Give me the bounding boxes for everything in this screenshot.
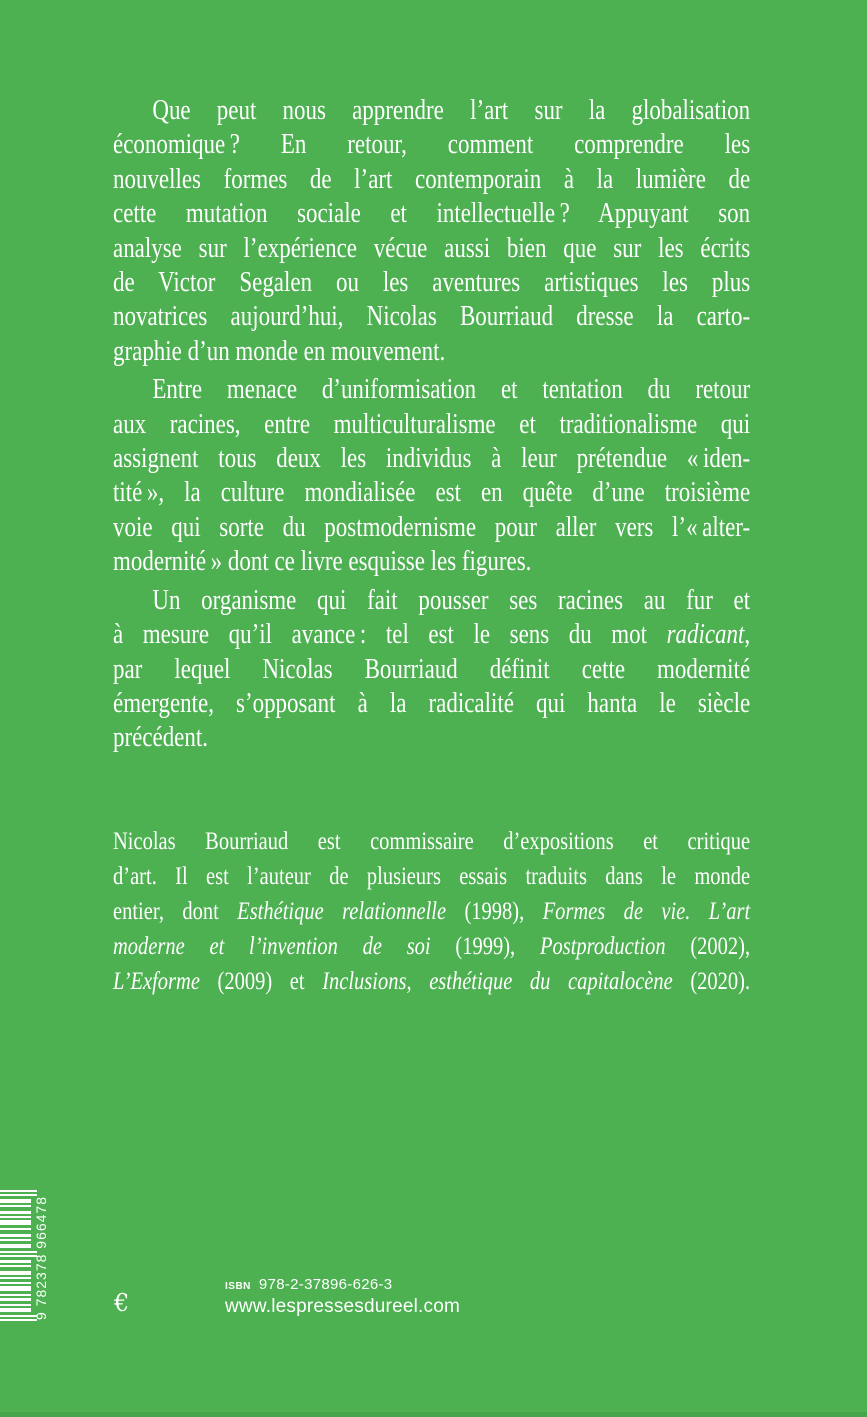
barcode-bar: [0, 1260, 31, 1263]
barcode-bar: [0, 1315, 37, 1317]
barcode-bar: [0, 1319, 37, 1321]
text-line: économique ? En retour, comment comprendre les: [113, 129, 751, 161]
barcode-bar: [0, 1308, 31, 1312]
text-line: précédent.: [113, 722, 208, 754]
text-line: Un organisme qui fait pousser ses racines au fur et: [152, 584, 751, 616]
barcode-bar: [0, 1239, 31, 1241]
text-line: nouvelles formes de l’art contemporain à la lumière de: [113, 163, 751, 195]
paragraph: [113, 373, 750, 579]
text-line: entier, dont Esthétique relationnelle (1998), Formes de vie. L’art: [113, 898, 751, 925]
barcode-bar: [0, 1216, 31, 1218]
euro-price-symbol: €: [114, 1289, 130, 1317]
isbn-row: [225, 1276, 460, 1293]
page-bottom-edge: [0, 1412, 867, 1417]
barcode-bar: [0, 1194, 37, 1196]
barcode-bar: [0, 1199, 31, 1203]
text-line: de Victor Segalen ou les aventures artistiques les plus: [113, 267, 751, 299]
text-line: novatrices aujourd’hui, Nicolas Bourriaud dresse la carto-: [113, 301, 751, 333]
text-line: tité », la culture mondialisée est en quête d’une troisième: [113, 477, 751, 509]
barcode-bar: [0, 1277, 31, 1279]
text-line: assignent tous deux les individus à leur prétendue « iden-: [113, 443, 751, 475]
barcode-bar: [0, 1298, 31, 1301]
text-line: Que peut nous apprendre l’art sur la globalisation: [152, 95, 751, 126]
paragraph: [113, 94, 750, 369]
text-line: à mesure qu’il avance : tel est le sens du mot radicant,: [113, 619, 751, 651]
barcode-bar: [0, 1205, 31, 1207]
barcode-bar: [0, 1286, 31, 1291]
barcode-bar: [0, 1228, 31, 1230]
isbn-label: ISBN: [225, 1281, 251, 1292]
text-line: analyse sur l’expérience vécue aussi bien que sur les écrits: [113, 232, 751, 264]
text-line: par lequel Nicolas Bourriaud définit cette modernité: [113, 653, 751, 685]
barcode-bar: [0, 1271, 31, 1275]
barcode-bar: [0, 1265, 31, 1267]
text-line: Nicolas Bourriaud est commissaire d’expositions et critique: [113, 828, 751, 855]
text-line: modernité » dont ce livre esquisse les figures.: [113, 546, 532, 578]
paragraph: [113, 824, 750, 999]
text-line: moderne et l’invention de soi (1999), Postproduction (2002),: [113, 933, 751, 960]
barcode-bar: [0, 1244, 31, 1248]
text-line: émergente, s’opposant à la radicalité qui hanta le siècle: [113, 687, 751, 719]
barcode-bar: [0, 1304, 31, 1306]
barcode-number: 9 782378 966478: [33, 1196, 49, 1320]
barcode-bar: [0, 1294, 31, 1296]
text-line: voie qui sorte du postmodernisme pour aller vers l’« alter-: [113, 511, 751, 543]
text-line: d’art. Il est l’auteur de plusieurs essais traduits dans le monde: [113, 863, 751, 890]
publisher-website-url: www.lespressesdureel.com: [225, 1296, 460, 1317]
text-line: L’Exforme (2009) et Inclusions, esthétique du capitalocène (2020).: [113, 968, 751, 995]
barcode-bar: [0, 1234, 31, 1237]
text-line: aux racines, entre multiculturalisme et traditionalisme qui: [113, 408, 751, 440]
isbn-number: 978-2-37896-626-3: [258, 1276, 393, 1293]
barcode-bar: [0, 1211, 31, 1214]
barcode-bars-icon: [0, 1190, 37, 1321]
text-line: Entre menace d’uniformisation et tentation du retour: [152, 374, 751, 406]
text-line: cette mutation sociale et intellectuelle ? Appuyant son: [113, 198, 751, 230]
blurb-text: [113, 94, 750, 756]
barcode-bar: [0, 1251, 37, 1253]
barcode-bar: [0, 1220, 31, 1225]
publisher-info: [225, 1276, 460, 1318]
barcode-bar: [0, 1255, 37, 1257]
text-line: graphie d’un monde en mouvement.: [113, 335, 446, 367]
author-bio-text: [113, 824, 750, 999]
paragraph: [113, 584, 750, 756]
barcode-bar: [0, 1190, 37, 1192]
barcode-bar: [0, 1282, 31, 1284]
